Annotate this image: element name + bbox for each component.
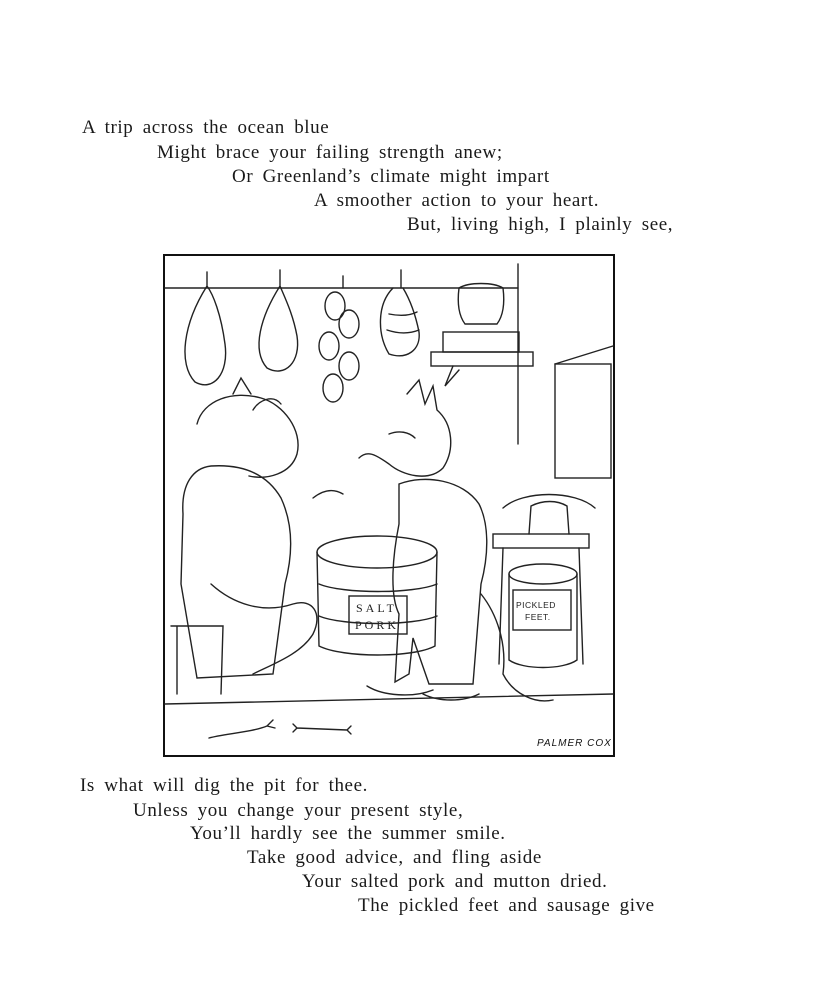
barrel-label-salt: SALT	[356, 601, 397, 615]
keg-label-feet: FEET.	[525, 612, 551, 622]
illustration	[163, 254, 615, 757]
poem-line: But, living high, I plainly see,	[407, 214, 674, 235]
poem-line: The pickled feet and sausage give	[358, 895, 655, 916]
barrel-label-pork: PORK	[355, 618, 400, 632]
poem-line: A trip across the ocean blue	[82, 117, 330, 138]
poem-line: A smoother action to your heart.	[314, 190, 600, 211]
poem-line: Or Greenland’s climate might impart	[232, 166, 550, 187]
poem-line: You’ll hardly see the summer smile.	[190, 823, 506, 844]
poem-line: Your salted pork and mutton dried.	[302, 871, 608, 892]
keg-label-pickled: PICKLED	[516, 600, 556, 610]
poem-line: Is what will dig the pit for thee.	[80, 775, 368, 796]
poem-line: Might brace your failing strength anew;	[157, 142, 503, 163]
artist-signature: PALMER COX	[537, 738, 612, 749]
poem-line: Take good advice, and fling aside	[247, 847, 542, 868]
poem-line: Unless you change your present style,	[133, 800, 464, 821]
